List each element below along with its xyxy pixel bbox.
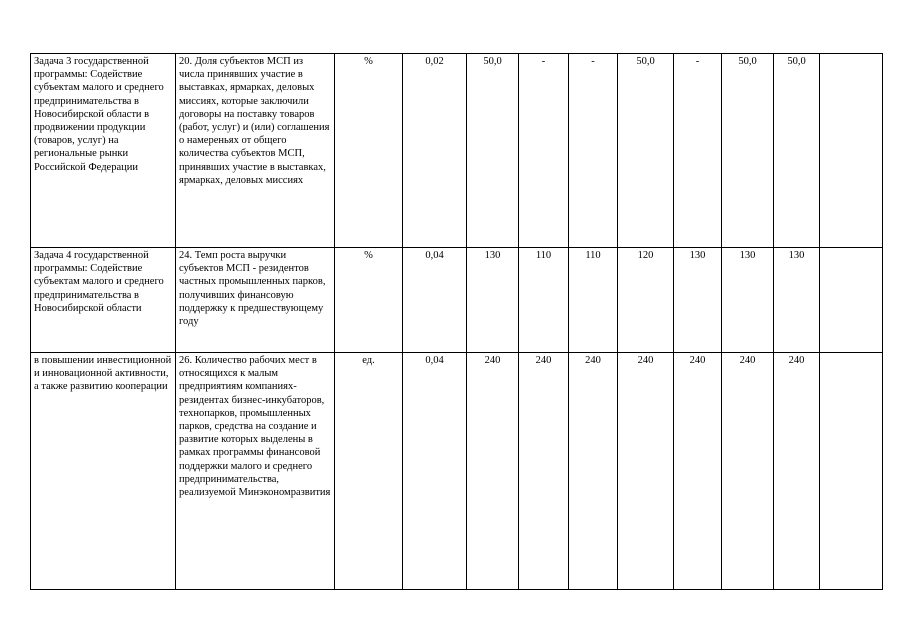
value-cell: 110	[569, 248, 618, 353]
value-cell: 50,0	[722, 54, 774, 248]
value-cell: 240	[467, 353, 519, 590]
weight-cell: 0,02	[403, 54, 467, 248]
unit-cell: %	[335, 248, 403, 353]
table-row	[31, 248, 883, 353]
weight-cell: 0,04	[403, 248, 467, 353]
task-cell: Задача 4 государственной программы: Содействие субъектам малого и среднего предпринимательства в Новосибирской области	[31, 248, 176, 353]
value-cell: 50,0	[467, 54, 519, 248]
value-cell: 110	[519, 248, 569, 353]
note-cell	[820, 54, 883, 248]
value-cell: 50,0	[618, 54, 674, 248]
indicator-cell: 24. Темп роста выручки субъектов МСП - резидентов частных промышленных парков, получивших финансовую поддержку к предшествующему году	[176, 248, 335, 353]
note-cell	[820, 353, 883, 590]
value-cell: 130	[722, 248, 774, 353]
task-cell: в повышении инвестиционной и инновационной активности, а также развитию кооперации	[31, 353, 176, 590]
value-cell: 130	[467, 248, 519, 353]
value-cell: 240	[674, 353, 722, 590]
value-cell: 240	[519, 353, 569, 590]
indicator-cell: 20. Доля субъектов МСП из числа принявших участие в выставках, ярмарках, деловых миссиях, которые заключили договоры на поставку товаров (работ, услуг) и (или) соглашения о намереньях от общего количества субъектов МСП, принявших участие в выставках, ярмарках, деловых миссиях	[176, 54, 335, 248]
note-cell	[820, 248, 883, 353]
table-row	[31, 54, 883, 248]
table-row	[31, 353, 883, 590]
indicator-cell: 26. Количество рабочих мест в относящихся к малым предприятиям компаниях-резидентах бизнес-инкубаторов, технопарков, промышленных парков, средства на создание и развитие которых выделены в рамках программы финансовой поддержки малого и среднего предпринимательства, реализуемой Минэкономразвития	[176, 353, 335, 590]
value-cell: -	[569, 54, 618, 248]
value-cell: 240	[569, 353, 618, 590]
unit-cell: %	[335, 54, 403, 248]
value-cell: 130	[774, 248, 820, 353]
value-cell: 240	[722, 353, 774, 590]
indicators-table	[30, 53, 883, 590]
value-cell: 50,0	[774, 54, 820, 248]
value-cell: 240	[618, 353, 674, 590]
value-cell: 120	[618, 248, 674, 353]
unit-cell: ед.	[335, 353, 403, 590]
value-cell: 240	[774, 353, 820, 590]
weight-cell: 0,04	[403, 353, 467, 590]
value-cell: 130	[674, 248, 722, 353]
task-cell: Задача 3 государственной программы: Содействие субъектам малого и среднего предпринимательства в Новосибирской области в продвижении продукции (товаров, услуг) на региональные рынки Российской Федерации	[31, 54, 176, 248]
value-cell: -	[674, 54, 722, 248]
value-cell: -	[519, 54, 569, 248]
